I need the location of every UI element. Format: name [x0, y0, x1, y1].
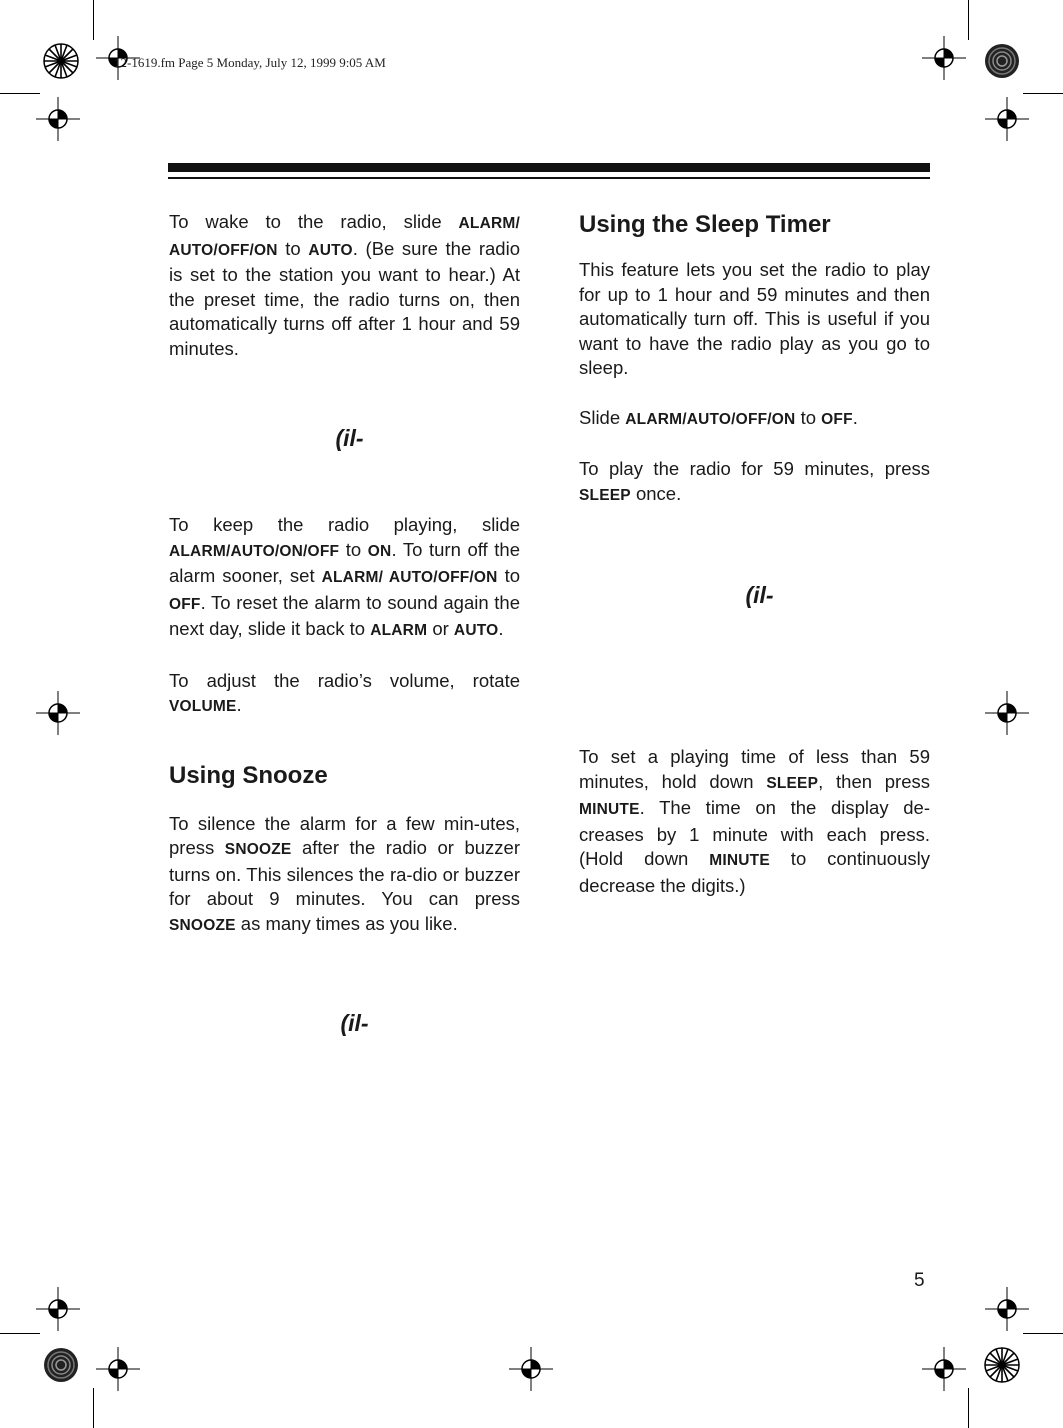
keep-playing-paragraph: To keep the radio playing, slide ALARM/AUTO/ON/OFF to ON. To turn off the alarm sooner, set ALARM/ AUTO/OFF/ON to OFF. To reset the alarm to sound again the next day, slide it back to ALARM or AUTO. — [169, 514, 521, 639]
registration-crosshair-icon — [985, 691, 1029, 735]
header-rule-thick — [168, 163, 930, 172]
snooze-paragraph: To silence the alarm for a few min-utes, press SNOOZE after the radio or buzzer turns on. This silences the ra-dio or buzzer for about 9 minutes. You can press SNOOZE as many times as you like. — [169, 812, 520, 934]
illustration-placeholder: (il- — [745, 582, 774, 608]
header-rule-thin — [168, 177, 930, 179]
registration-crosshair-icon — [922, 36, 966, 80]
crop-line — [1023, 1333, 1063, 1334]
illustration-placeholder: (il- — [340, 1010, 369, 1036]
crop-line — [93, 1388, 94, 1428]
registration-crosshair-icon — [96, 1347, 140, 1391]
crop-line — [968, 1388, 969, 1428]
crop-line — [0, 1333, 40, 1334]
dotted-target-mark-icon — [43, 1347, 79, 1383]
registration-crosshair-icon — [36, 691, 80, 735]
slide-off-paragraph: Slide ALARM/AUTO/OFF/ON to OFF. — [579, 406, 858, 428]
registration-crosshair-icon — [36, 1287, 80, 1331]
illustration-placeholder: (il- — [335, 425, 364, 451]
crop-line — [1023, 93, 1063, 94]
sleep-timer-heading: Using the Sleep Timer — [579, 211, 831, 238]
right-column — [579, 210, 930, 898]
dotted-target-mark-icon — [984, 43, 1020, 79]
sleep-once-paragraph: To play the radio for 59 minutes, press SLEEP once. — [579, 458, 930, 504]
registration-crosshair-icon — [36, 97, 80, 141]
crop-line — [0, 93, 40, 94]
crop-line — [93, 0, 94, 40]
minute-paragraph: To set a playing time of less than 59 minutes, hold down SLEEP, then press MINUTE. The time on the display de-creases by 1 minute with each press. (Hold down MINUTE to continuously decrease the digits.) — [579, 746, 930, 896]
left-column — [169, 210, 520, 1038]
volume-paragraph: To adjust the radio’s volume, rotate VOLUME. — [169, 669, 520, 715]
file-slug: 12-1619.fm Page 5 Monday, July 12, 1999 9:05 AM — [114, 55, 386, 70]
crop-line — [968, 0, 969, 40]
starburst-mark-icon — [984, 1347, 1020, 1383]
snooze-heading: Using Snooze — [169, 761, 328, 789]
registration-crosshair-icon — [985, 1287, 1029, 1331]
registration-crosshair-icon — [985, 97, 1029, 141]
sleep-intro-paragraph: This feature lets you set the radio to play for up to 1 hour and 59 minutes and then automatically turn off. This is useful if you want to have the radio play as you go to sleep. — [579, 259, 930, 378]
registration-crosshair-icon — [922, 1347, 966, 1391]
starburst-mark-icon — [43, 43, 79, 79]
wake-paragraph: To wake to the radio, slide ALARM/ AUTO/OFF/ON to AUTO. (Be sure the radio is set to the station you want to hear.) At the preset time, the radio turns on, then automatically turns off after 1 hour and 59 minutes. — [169, 211, 520, 359]
page-number: 5 — [914, 1270, 925, 1291]
registration-crosshair-icon — [509, 1347, 553, 1391]
